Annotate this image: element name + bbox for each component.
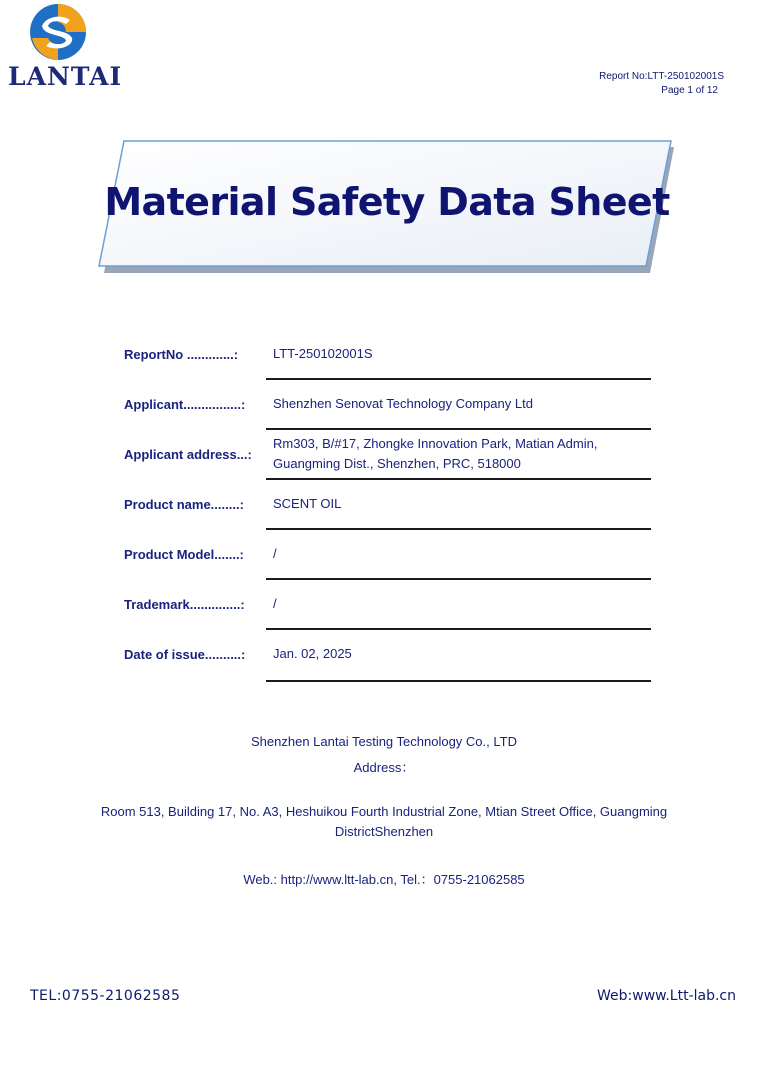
field-label: Product name........: bbox=[124, 496, 244, 512]
page-number: Page 1 of 12 bbox=[661, 85, 718, 96]
field-value: Jan. 02, 2025 bbox=[273, 646, 352, 661]
field-label: Applicant address...: bbox=[124, 446, 252, 462]
report-fields bbox=[124, 330, 654, 682]
field-date-of-issue bbox=[124, 630, 654, 682]
footer-tel: TEL:0755-21062585 bbox=[30, 988, 181, 1004]
field-label: Trademark..............: bbox=[124, 596, 245, 612]
company-logo bbox=[8, 2, 123, 94]
company-web-tel: Web.: http://www.ltt-lab.cn, Tel.：0755-21062585 bbox=[243, 872, 525, 887]
lantai-logo-icon bbox=[22, 2, 94, 64]
address-line: Room 513, Building 17, No. A3, Heshuikou Fourth Industrial Zone, Mtian Street Office, Guangming bbox=[100, 804, 668, 819]
field-label: Date of issue..........: bbox=[124, 646, 246, 662]
address-line: Rm303, B/#17, Zhongke Innovation Park, Matian Admin, bbox=[273, 436, 598, 451]
field-value: SCENT OIL bbox=[273, 496, 342, 511]
footer-web: Web:www.Ltt-lab.cn bbox=[597, 988, 736, 1004]
field-label: ReportNo .............: bbox=[124, 346, 239, 362]
report-meta bbox=[599, 70, 724, 98]
address-label: Address： bbox=[353, 760, 415, 775]
company-address bbox=[0, 802, 768, 842]
address-line: DistrictShenzhen bbox=[334, 824, 434, 839]
field-applicant-address bbox=[124, 430, 654, 480]
field-label: Product Model.......: bbox=[124, 546, 244, 562]
field-value: LTT-250102001S bbox=[273, 346, 373, 361]
field-applicant bbox=[124, 380, 654, 430]
field-report-no bbox=[124, 330, 654, 380]
testing-company-info bbox=[0, 732, 768, 890]
field-underline bbox=[266, 680, 651, 682]
brand-name: LANTAI bbox=[8, 62, 123, 91]
field-value bbox=[273, 430, 653, 478]
company-name: Shenzhen Lantai Testing Technology Co., LTD bbox=[251, 734, 517, 749]
page-title: Material Safety Data Sheet bbox=[104, 180, 670, 224]
address-line: Guangming Dist., Shenzhen, PRC, 518000 bbox=[273, 456, 521, 471]
field-product-name bbox=[124, 480, 654, 530]
field-label: Applicant................: bbox=[124, 396, 246, 412]
field-value: Shenzhen Senovat Technology Company Ltd bbox=[273, 396, 533, 411]
title-banner bbox=[98, 140, 676, 274]
field-value: / bbox=[273, 596, 277, 611]
field-product-model bbox=[124, 530, 654, 580]
report-number: Report No:LTT-250102001S bbox=[599, 71, 724, 82]
field-value: / bbox=[273, 546, 277, 561]
field-trademark bbox=[124, 580, 654, 630]
